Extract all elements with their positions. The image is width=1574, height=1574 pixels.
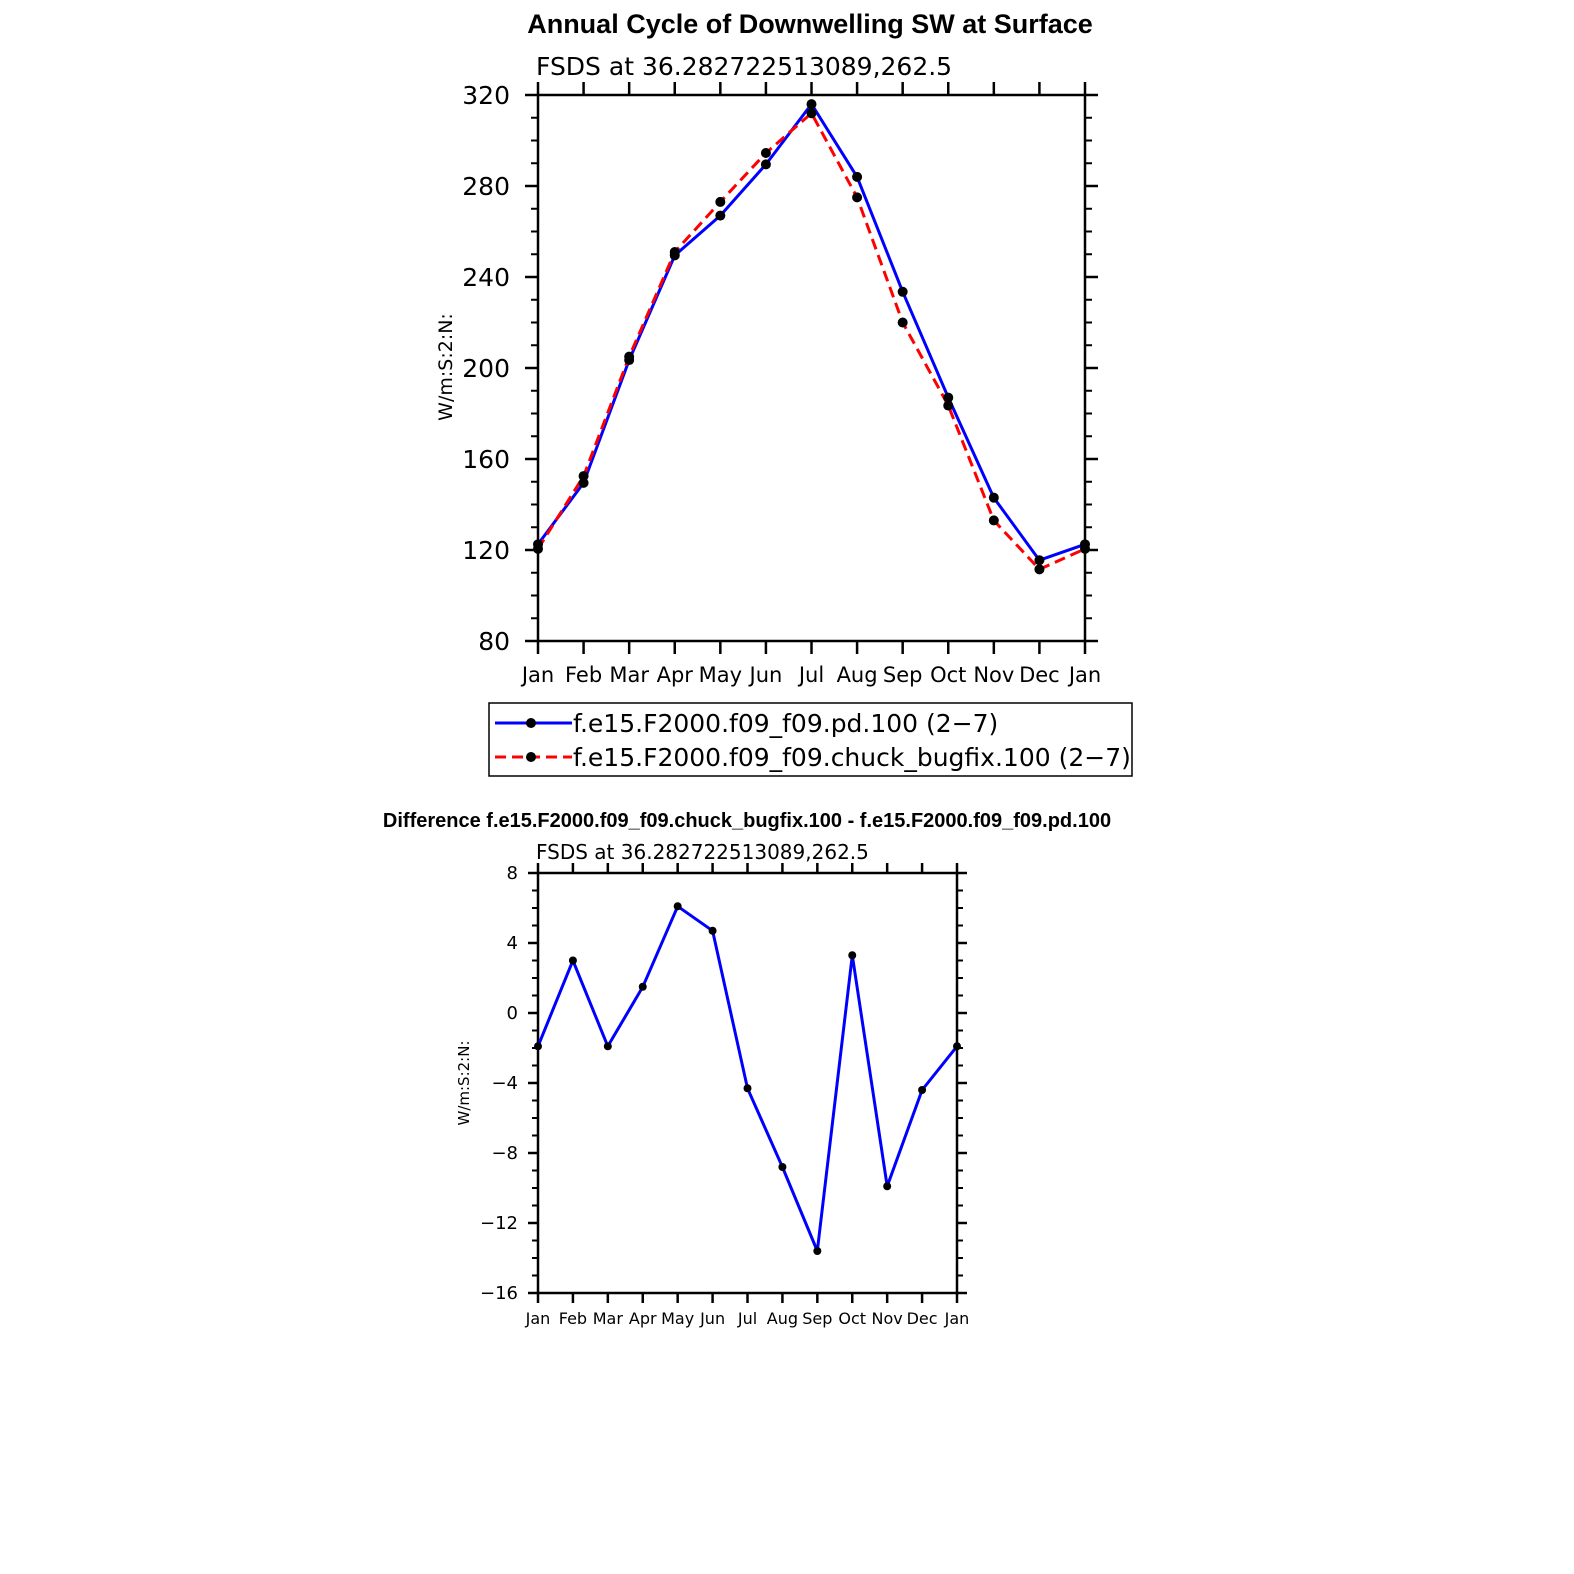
data-point-s0-10 (989, 493, 999, 503)
difference-chart (383, 810, 1111, 1328)
data-point-s0-8 (898, 287, 908, 297)
data-point-s0-0 (534, 1042, 542, 1050)
y-tick-label: 8 (506, 863, 518, 884)
data-point-s0-10 (883, 1182, 891, 1190)
data-point-s1-4 (715, 197, 725, 207)
x-tick-label: Sep (802, 1309, 833, 1328)
chart1-legend (489, 703, 1132, 776)
x-tick-label: May (698, 663, 743, 687)
x-tick-label: Jan (521, 663, 555, 687)
chart1-title: Annual Cycle of Downwelling SW at Surface (527, 9, 1093, 39)
x-tick-label: Aug (836, 663, 878, 687)
x-tick-label: Mar (592, 1309, 623, 1328)
series-line-0 (538, 906, 957, 1251)
x-tick-label: Jun (749, 663, 783, 687)
data-point-s0-2 (604, 1042, 612, 1050)
data-point-s1-6 (807, 108, 817, 118)
data-point-s1-11 (1034, 564, 1044, 574)
annual-cycle-chart (435, 9, 1132, 776)
chart2-subtitle: FSDS at 36.282722513089,262.5 (536, 840, 869, 864)
x-tick-label: Oct (930, 663, 967, 687)
x-tick-label: Jul (737, 1309, 758, 1328)
data-point-s1-10 (989, 515, 999, 525)
data-point-s1-0 (533, 544, 543, 554)
y-tick-label: 200 (462, 354, 510, 383)
data-point-s1-7 (852, 192, 862, 202)
data-point-s0-5 (709, 927, 717, 935)
legend-marker-bugfix (526, 752, 536, 762)
x-tick-label: Dec (906, 1309, 938, 1328)
y-tick-label: 160 (462, 445, 510, 474)
data-point-s0-7 (852, 172, 862, 182)
legend-marker-pd (526, 718, 536, 728)
x-tick-label: Apr (628, 1309, 657, 1328)
data-point-s0-12 (953, 1042, 961, 1050)
data-point-s0-3 (639, 983, 647, 991)
data-point-s1-1 (579, 471, 589, 481)
legend-label-pd: f.e15.F2000.f09_f09.pd.100 (2−7) (573, 709, 999, 738)
chart1-y-axis-label: W/m:S:2:N: (435, 313, 457, 421)
x-tick-label: Feb (564, 663, 603, 687)
y-tick-label: 80 (478, 627, 510, 656)
x-tick-label: Jan (525, 1309, 551, 1328)
x-tick-label: Dec (1019, 663, 1060, 687)
chart2-y-axis-label: W/m:S:2:N: (455, 1040, 473, 1126)
y-tick-label: −8 (491, 1143, 518, 1164)
chart2-title: Difference f.e15.F2000.f09_f09.chuck_bugfix.100 - f.e15.F2000.f09_f09.pd.100 (382, 810, 1112, 832)
data-point-s0-5 (761, 159, 771, 169)
y-tick-label: −16 (480, 1283, 518, 1304)
data-point-s1-8 (898, 318, 908, 328)
data-point-s1-5 (761, 148, 771, 158)
y-tick-label: 320 (462, 81, 510, 110)
x-tick-label: Jul (798, 663, 825, 687)
data-point-s0-9 (848, 951, 856, 959)
y-tick-label: 280 (462, 172, 510, 201)
x-tick-label: Nov (973, 663, 1015, 687)
x-tick-label: Aug (766, 1309, 799, 1328)
x-tick-label: Apr (656, 663, 693, 687)
y-tick-label: 240 (462, 263, 510, 292)
data-point-s1-2 (624, 352, 634, 362)
y-tick-label: 4 (506, 933, 518, 954)
y-tick-label: −4 (491, 1073, 518, 1094)
data-point-s0-11 (1034, 555, 1044, 565)
data-point-s0-7 (778, 1163, 786, 1171)
series-line-0 (538, 104, 1085, 560)
y-tick-label: −12 (480, 1213, 518, 1234)
data-point-s1-3 (670, 247, 680, 257)
x-tick-label: Sep (882, 663, 923, 687)
x-tick-label: May (661, 1309, 695, 1328)
x-tick-label: Mar (609, 663, 649, 687)
y-tick-label: 120 (462, 536, 510, 565)
data-point-s0-1 (569, 957, 577, 965)
data-point-s1-12 (1080, 544, 1090, 554)
data-point-s0-4 (674, 902, 682, 910)
x-tick-label: Jan (944, 1309, 970, 1328)
data-point-s0-6 (807, 99, 817, 109)
y-tick-label: 0 (506, 1003, 518, 1024)
chart1-subtitle: FSDS at 36.282722513089,262.5 (536, 52, 953, 81)
x-tick-label: Oct (838, 1309, 867, 1328)
series-line-1 (538, 113, 1085, 569)
data-point-s0-8 (813, 1247, 821, 1255)
data-point-s0-4 (715, 211, 725, 221)
x-tick-label: Jan (1068, 663, 1102, 687)
x-tick-label: Feb (558, 1309, 588, 1328)
data-point-s0-11 (918, 1086, 926, 1094)
legend-label-bugfix: f.e15.F2000.f09_f09.chuck_bugfix.100 (2−7) (573, 743, 1131, 772)
x-tick-label: Nov (871, 1309, 903, 1328)
chart1-plot-frame (538, 95, 1085, 641)
data-point-s1-9 (943, 401, 953, 411)
x-tick-label: Jun (700, 1309, 726, 1328)
data-point-s0-6 (744, 1084, 752, 1092)
